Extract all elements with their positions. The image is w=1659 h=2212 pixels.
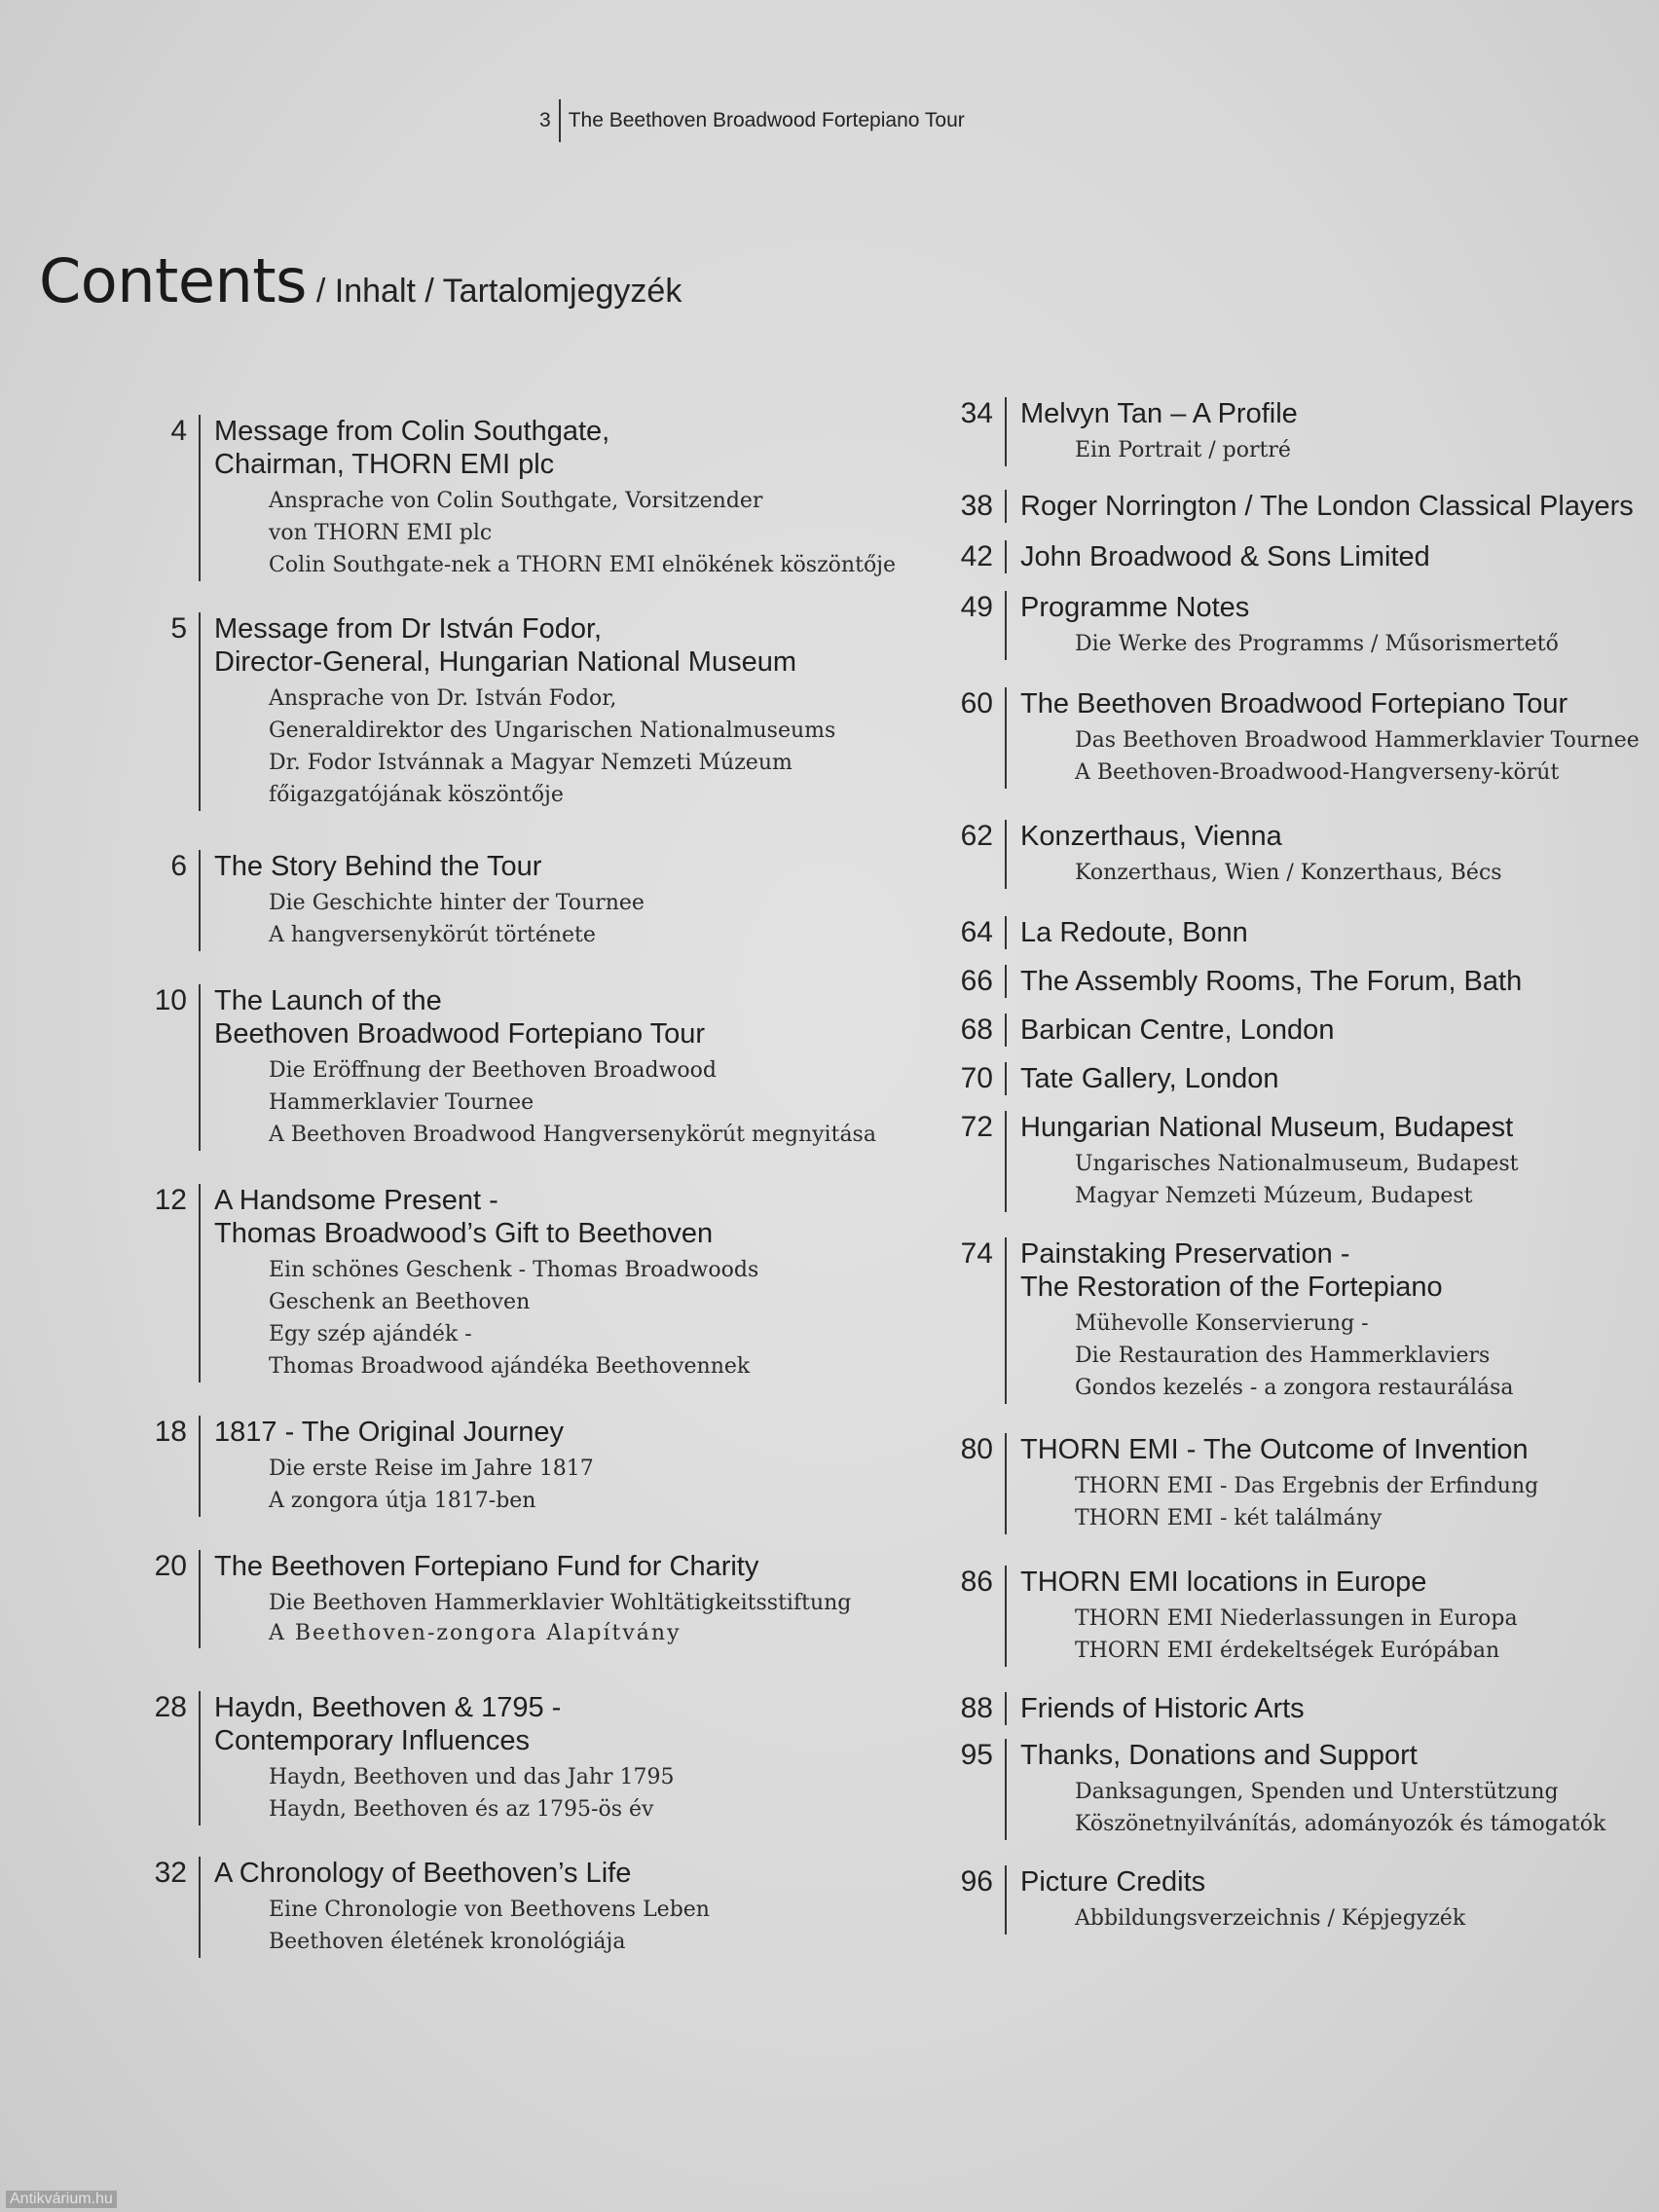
toc-entry-title: Painstaking Preservation - — [1020, 1238, 1350, 1270]
toc-entry-title: Haydn, Beethoven & 1795 - — [214, 1692, 562, 1723]
toc-page-number: 49 — [960, 591, 993, 623]
toc-entry[interactable] — [136, 1416, 876, 1517]
contents-title: Contents — [39, 245, 307, 316]
toc-page-number: 5 — [170, 612, 187, 645]
toc-entry-title: Beethoven Broadwood Fortepiano Tour — [214, 1018, 706, 1050]
toc-entry[interactable] — [136, 850, 876, 951]
toc-entry-title: The Beethoven Fortepiano Fund for Charity — [214, 1551, 759, 1582]
toc-entry-title: Message from Dr István Fodor, — [214, 613, 603, 645]
toc-entry-subtitle: Ungarisches Nationalmuseum, Budapest — [1075, 1152, 1519, 1176]
toc-entry-body — [199, 1857, 710, 1958]
toc-entry-subtitles — [214, 1761, 675, 1825]
toc-entry-title: Melvyn Tan – A Profile — [1020, 398, 1298, 429]
toc-page-number: 64 — [960, 916, 993, 948]
toc-entry-body — [1005, 1566, 1518, 1667]
toc-entry-subtitle: Eine Chronologie von Beethovens Leben — [269, 1898, 710, 1922]
toc-entry-subtitle: Magyar Nemzeti Múzeum, Budapest — [1075, 1184, 1473, 1208]
toc-entry-title: Programme Notes — [1020, 592, 1250, 623]
toc-page-number: 12 — [154, 1184, 187, 1216]
toc-entry-subtitle: A Beethoven-zongora Alapítvány — [269, 1621, 682, 1645]
toc-entry-subtitle: THORN EMI - Das Ergebnis der Erfindung — [1075, 1474, 1539, 1498]
toc-entry-title: The Launch of the — [214, 985, 442, 1016]
toc-entry-body — [1005, 1014, 1334, 1047]
toc-page-number: 34 — [960, 397, 993, 429]
toc-entry-body — [199, 415, 896, 581]
toc-entry-subtitle: Die erste Reise im Jahre 1817 — [269, 1456, 594, 1481]
toc-page-number: 86 — [960, 1566, 993, 1598]
toc-entry-subtitle: Geschenk an Beethoven — [269, 1290, 531, 1314]
toc-entry-body — [1005, 1739, 1605, 1840]
toc-page-number: 80 — [960, 1433, 993, 1465]
toc-entry-body — [199, 850, 645, 951]
toc-page-number: 10 — [154, 984, 187, 1016]
toc-entry-subtitles — [214, 1894, 710, 1958]
toc-entry[interactable] — [136, 1857, 876, 1958]
toc-entry-title: La Redoute, Bonn — [1020, 917, 1248, 948]
header-page-number: 3 — [539, 109, 551, 131]
toc-entry-subtitles — [1020, 1776, 1605, 1840]
toc-entry[interactable] — [136, 1184, 876, 1382]
toc-entry-subtitles — [214, 682, 835, 811]
toc-entry-title: Contemporary Influences — [214, 1725, 530, 1756]
toc-entry-subtitle: Die Geschichte hinter der Tournee — [269, 891, 645, 915]
contents-subtitle: / Inhalt / Tartalomjegyzék — [315, 273, 682, 310]
toc-entry-title: Picture Credits — [1020, 1866, 1206, 1898]
toc-entry-subtitles — [1020, 434, 1298, 466]
toc-entry-subtitle: A hangversenykörút története — [269, 923, 596, 947]
toc-entry-title: Barbican Centre, London — [1020, 1014, 1335, 1046]
toc-entry[interactable] — [136, 1691, 876, 1825]
toc-entry[interactable] — [942, 1433, 1643, 1534]
toc-entry[interactable] — [942, 1739, 1643, 1840]
toc-entry-body — [1005, 1237, 1514, 1404]
toc-entry-title: John Broadwood & Sons Limited — [1020, 541, 1430, 572]
toc-page-number: 38 — [960, 490, 993, 522]
toc-entry-body — [1005, 1865, 1465, 1935]
toc-entry-title: A Handsome Present - — [214, 1185, 498, 1216]
toc-entry-title: The Restoration of the Fortepiano — [1020, 1272, 1443, 1303]
toc-entry[interactable] — [942, 1566, 1643, 1667]
toc-entry-subtitle: Ein schönes Geschenk - Thomas Broadwoods — [269, 1258, 759, 1282]
toc-page-number: 74 — [960, 1237, 993, 1270]
toc-entry[interactable] — [942, 1237, 1643, 1404]
toc-entry[interactable] — [136, 1550, 876, 1648]
toc-entry[interactable] — [942, 1014, 1643, 1047]
toc-left-column — [136, 395, 897, 1958]
toc-entry-subtitle: A Beethoven-Broadwood-Hangverseny-körút — [1075, 760, 1560, 785]
toc-entry-title: The Story Behind the Tour — [214, 851, 542, 882]
toc-entry-subtitle: Generaldirektor des Ungarischen Nationalmuseums — [269, 719, 836, 743]
toc-entry-subtitle: Die Eröffnung der Beethoven Broadwood — [269, 1058, 717, 1083]
toc-entry[interactable] — [942, 397, 1643, 466]
toc-entry-title: Thanks, Donations and Support — [1020, 1740, 1418, 1771]
header-divider — [559, 99, 561, 142]
toc-entry-subtitle: THORN EMI Niederlassungen in Europa — [1075, 1606, 1518, 1631]
toc-page-number: 95 — [960, 1739, 993, 1771]
toc-entry-title: Message from Colin Southgate, — [214, 416, 610, 447]
toc-entry-body — [1005, 916, 1248, 949]
toc-entry-body — [1005, 687, 1640, 789]
toc-entry-subtitles — [214, 485, 896, 581]
toc-entry-body — [199, 1416, 594, 1517]
toc-page-number: 72 — [960, 1111, 993, 1143]
toc-entry-body — [1005, 1062, 1278, 1095]
toc-entry-subtitle: Haydn, Beethoven és az 1795-ös év — [269, 1797, 654, 1822]
toc-entry-body — [199, 984, 876, 1151]
toc-entry-body — [199, 1691, 675, 1825]
toc-entry-subtitle: THORN EMI - két találmány — [1075, 1506, 1382, 1530]
toc-page-number: 66 — [960, 965, 993, 997]
header-title: The Beethoven Broadwood Fortepiano Tour — [568, 109, 965, 131]
toc-entry-subtitle: Die Restauration des Hammerklaviers — [1075, 1344, 1491, 1368]
toc-entry-body — [199, 1184, 758, 1382]
toc-entry[interactable] — [942, 1865, 1643, 1935]
toc-entry[interactable] — [136, 612, 876, 811]
toc-entry-subtitle: Ansprache von Dr. István Fodor, — [269, 686, 617, 711]
toc-page-number: 18 — [154, 1416, 187, 1448]
toc-entry-title: THORN EMI locations in Europe — [1020, 1567, 1427, 1598]
toc-entry-subtitles — [214, 1254, 758, 1382]
toc-entry-title: Hungarian National Museum, Budapest — [1020, 1112, 1514, 1143]
toc-entry-body — [1005, 490, 1634, 523]
toc-page-number: 32 — [154, 1857, 187, 1889]
toc-entry-subtitle: Danksagungen, Spenden und Unterstützung — [1075, 1780, 1559, 1804]
toc-entry-title: Chairman, THORN EMI plc — [214, 449, 555, 480]
toc-entry-subtitles — [1020, 857, 1502, 889]
toc-entry-subtitle: Ansprache von Colin Southgate, Vorsitzender — [269, 489, 763, 513]
toc-entry-subtitle: Beethoven életének kronológiája — [269, 1930, 626, 1954]
toc-entry[interactable] — [942, 540, 1643, 573]
toc-entry-subtitles — [1020, 724, 1640, 789]
toc-entry-title: Roger Norrington / The London Classical Players — [1020, 491, 1634, 522]
toc-entry-subtitle: A zongora útja 1817-ben — [269, 1489, 536, 1513]
toc-entry-subtitle: főigazgatójának köszöntője — [269, 783, 564, 807]
toc-entry-subtitles — [1020, 1603, 1518, 1667]
toc-entry-title: Tate Gallery, London — [1020, 1063, 1279, 1094]
toc-entry-subtitle: Haydn, Beethoven und das Jahr 1795 — [269, 1765, 675, 1789]
toc-entry-title: 1817 - The Original Journey — [214, 1417, 564, 1448]
toc-entry-body — [1005, 540, 1430, 573]
toc-entry[interactable] — [942, 820, 1643, 889]
toc-entry[interactable] — [942, 916, 1643, 949]
toc-page-number: 4 — [170, 415, 187, 447]
toc-entry-subtitle: Die Werke des Programms / Műsorismertető — [1075, 632, 1559, 656]
toc-entry-subtitles — [214, 1587, 851, 1648]
toc-entry[interactable] — [942, 687, 1643, 789]
toc-entry-subtitles — [1020, 1902, 1465, 1935]
toc-page-number: 68 — [960, 1014, 993, 1046]
toc-entry-subtitles — [1020, 1308, 1514, 1404]
toc-entry-body — [199, 612, 835, 811]
toc-entry[interactable] — [942, 490, 1643, 523]
toc-entry-title: The Beethoven Broadwood Fortepiano Tour — [1020, 688, 1568, 719]
toc-page-number: 60 — [960, 687, 993, 719]
toc-page-number: 20 — [154, 1550, 187, 1582]
toc-entry-subtitles — [214, 1453, 594, 1517]
toc-entry-body — [1005, 820, 1502, 889]
toc-entry-subtitle: Mühevolle Konservierung - — [1075, 1311, 1369, 1336]
toc-page-number: 28 — [154, 1691, 187, 1723]
toc-entry-subtitle: Egy szép ajándék - — [269, 1322, 472, 1346]
toc-page-number: 88 — [960, 1692, 993, 1724]
toc-entry-title: THORN EMI - The Outcome of Invention — [1020, 1434, 1529, 1465]
toc-entry-body — [199, 1550, 851, 1648]
toc-entry-subtitle: Hammerklavier Tournee — [269, 1090, 535, 1115]
toc-right-column — [942, 378, 1643, 1935]
toc-entry-subtitles — [1020, 628, 1559, 660]
toc-entry-title: Friends of Historic Arts — [1020, 1693, 1305, 1724]
toc-entry-title: Konzerthaus, Vienna — [1020, 821, 1282, 852]
toc-page-number: 6 — [170, 850, 187, 882]
toc-entry[interactable] — [942, 1692, 1643, 1725]
toc-entry-subtitle: Köszönetnyilvánítás, adományozók és támogatók — [1075, 1812, 1606, 1836]
running-header — [539, 97, 965, 144]
toc-entry-title: The Assembly Rooms, The Forum, Bath — [1020, 966, 1523, 997]
toc-entry[interactable] — [942, 591, 1643, 660]
toc-entry-subtitle: Colin Southgate-nek a THORN EMI elnökének köszöntője — [269, 553, 897, 577]
toc-entry-subtitle: Dr. Fodor Istvánnak a Magyar Nemzeti Múzeum — [269, 751, 793, 775]
toc-entry-subtitle: Die Beethoven Hammerklavier Wohltätigkeitsstiftung — [269, 1591, 852, 1615]
toc-entry-subtitle: Abbildungsverzeichnis / Képjegyzék — [1075, 1906, 1466, 1931]
toc-entry-body — [1005, 397, 1298, 466]
toc-entry-subtitle: Konzerthaus, Wien / Konzerthaus, Bécs — [1075, 861, 1502, 885]
toc-entry-body — [1005, 965, 1522, 998]
toc-entry-body — [1005, 591, 1559, 660]
toc-entry-title: A Chronology of Beethoven’s Life — [214, 1858, 632, 1889]
toc-entry-subtitle: Gondos kezelés - a zongora restaurálása — [1075, 1376, 1514, 1400]
toc-entry-subtitles — [1020, 1148, 1518, 1212]
toc-page-number: 42 — [960, 540, 993, 572]
toc-entry[interactable] — [136, 984, 876, 1151]
toc-entry-subtitles — [1020, 1470, 1538, 1534]
toc-entry-subtitle: Thomas Broadwood ajándéka Beethovennek — [269, 1354, 751, 1379]
toc-entry-body — [1005, 1111, 1518, 1212]
toc-entry-subtitle: von THORN EMI plc — [269, 521, 493, 545]
toc-entry[interactable] — [942, 1111, 1643, 1212]
toc-page-number: 96 — [960, 1865, 993, 1898]
toc-entry-title: Director-General, Hungarian National Museum — [214, 646, 796, 678]
toc-entry-subtitle: A Beethoven Broadwood Hangversenykörút megnyitása — [269, 1123, 876, 1147]
toc-entry-body — [1005, 1433, 1538, 1534]
watermark-text: Antikvárium.hu — [6, 2191, 117, 2208]
toc-entry-subtitles — [214, 887, 645, 951]
toc-page-number: 62 — [960, 820, 993, 852]
toc-entry[interactable] — [942, 1062, 1643, 1095]
toc-entry-title: Thomas Broadwood’s Gift to Beethoven — [214, 1218, 714, 1249]
page-title — [39, 245, 682, 316]
toc-entry-subtitle: Ein Portrait / portré — [1075, 438, 1291, 462]
toc-page-number: 70 — [960, 1062, 993, 1094]
toc-entry-subtitle: THORN EMI érdekeltségek Európában — [1075, 1639, 1500, 1663]
toc-entry-subtitles — [214, 1054, 876, 1151]
toc-entry[interactable] — [136, 415, 897, 581]
toc-entry[interactable] — [942, 965, 1643, 998]
toc-entry-body — [1005, 1692, 1305, 1725]
toc-entry-subtitle: Das Beethoven Broadwood Hammerklavier Tournee — [1075, 728, 1640, 753]
